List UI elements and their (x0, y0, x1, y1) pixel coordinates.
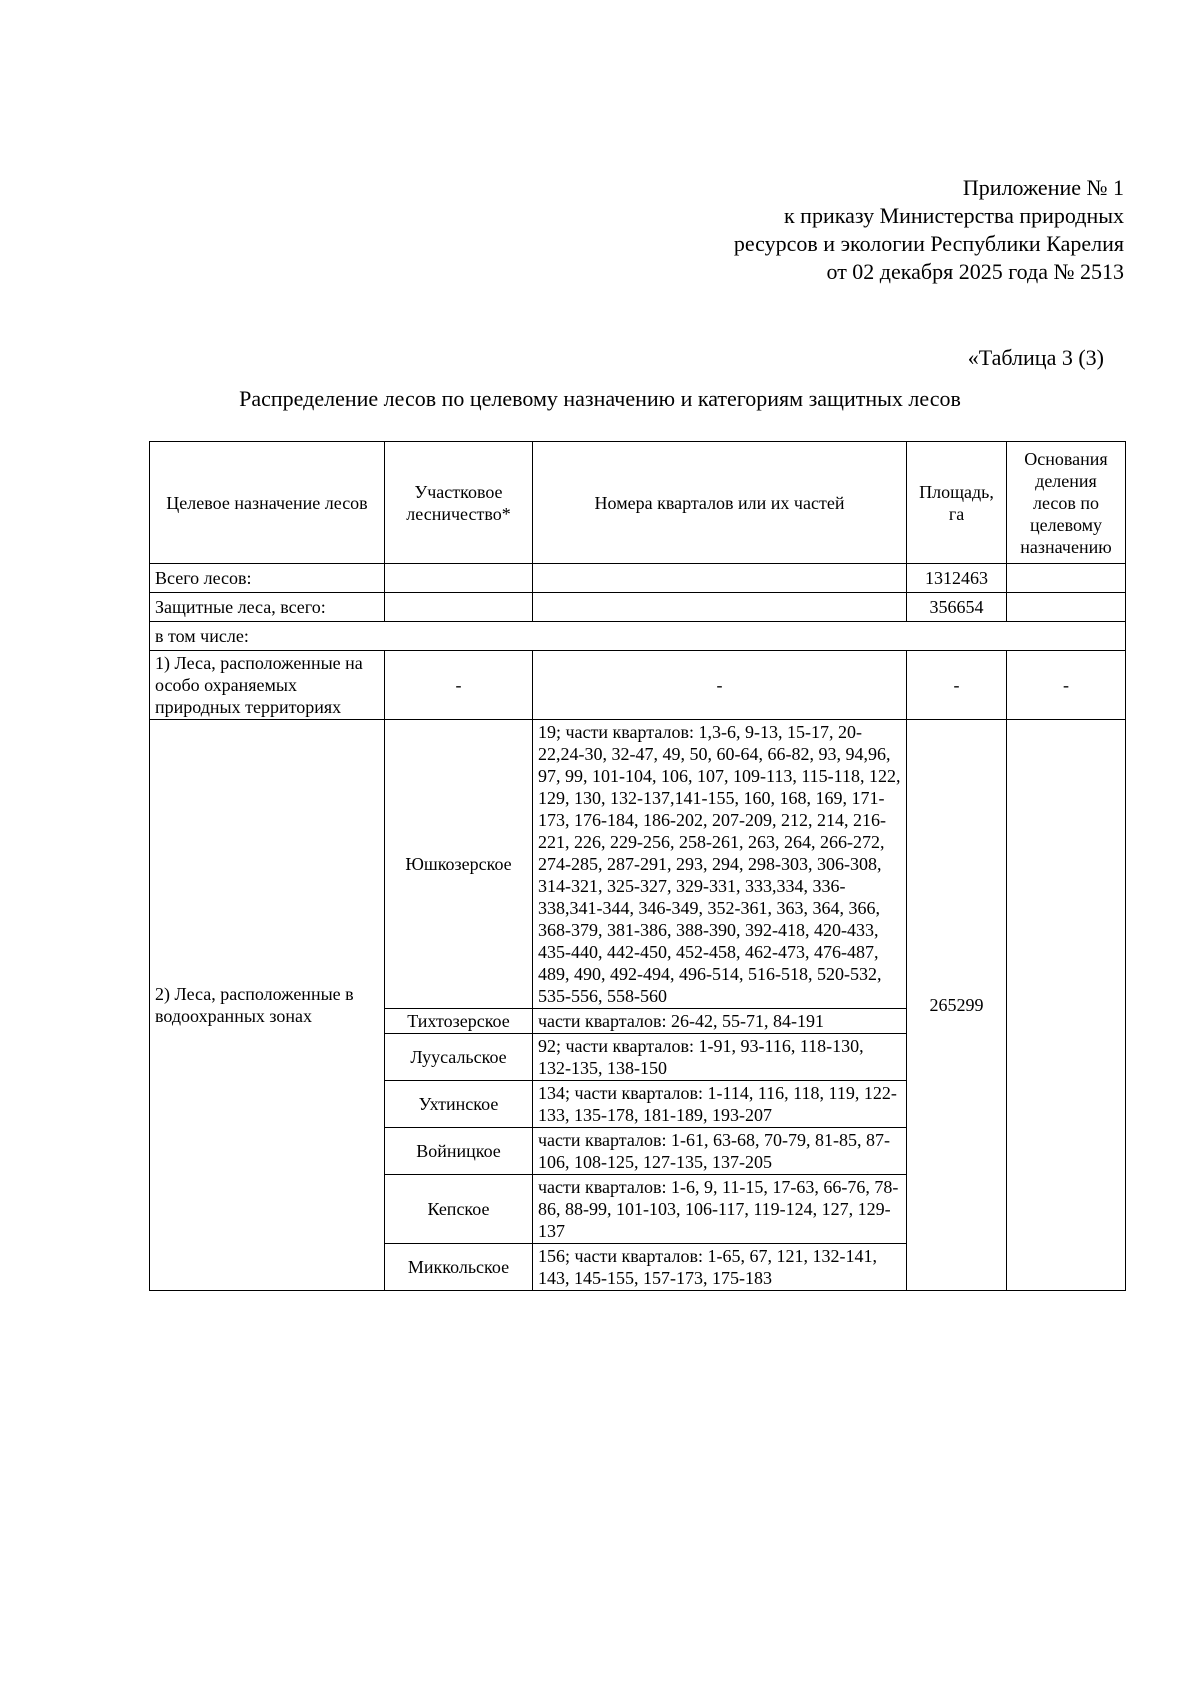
appendix-line: Приложение № 1 (962, 175, 1124, 200)
total-label: Всего лесов: (150, 564, 385, 593)
empty-cell (385, 593, 533, 622)
header-purpose: Целевое назначение лесов (150, 442, 385, 564)
protective-label: Защитные леса, всего: (150, 593, 385, 622)
appendix-line: от 02 декабря 2025 года № 2513 (826, 259, 1124, 284)
total-area: 1312463 (907, 564, 1007, 593)
header-basis: Основания деления лесов по целевому назначению (1007, 442, 1126, 564)
including-label: в том числе: (150, 622, 1126, 651)
quarters-list: 92; части кварталов: 1-91, 93-116, 118-130, 132-135, 138-150 (533, 1034, 907, 1081)
forestry-name: Юшкозерское (385, 720, 533, 1009)
forest-distribution-table (149, 441, 1126, 1291)
forestry-name: Кепское (385, 1175, 533, 1244)
table-row-protective (150, 593, 1126, 622)
table-row-protected-areas (150, 651, 1126, 720)
water-zones-label: 2) Леса, расположенные в водоохранных зонах (150, 720, 385, 1291)
forestry-name: Луусальское (385, 1034, 533, 1081)
protected-areas-label: 1) Леса, расположенные на особо охраняемых природных территориях (150, 651, 385, 720)
header-quarters: Номера кварталов или их частей (533, 442, 907, 564)
appendix-line: ресурсов и экологии Республики Карелия (733, 231, 1124, 256)
table-row-water-zone (150, 720, 1126, 1009)
forestry-name: Ухтинское (385, 1081, 533, 1128)
quarters-list: 19; части кварталов: 1,3-6, 9-13, 15-17, 20-22,24-30, 32-47, 49, 50, 60-64, 66-82, 93, 94,96, 97, 99, 101-104, 106, 107, 109-113, 115-118, 122, 129, 130, 132-137,141-155, 160, 168, 169, 171-173, 176-184, 186-202, 207-209, 212, 214, 216-221, 226, 229-256, 258-261, 263, 264, 266-272, 274-285, 287-291, 293, 294, 298-303, 306-308, 314-321, 325-327, 329-331, 333,334, 336-338,341-344, 346-349, 352-361, 363, 364, 366, 368-379, 381-386, 388-390, 392-418, 420-433, 435-440, 442-450, 452-458, 462-473, 476-487, 489, 490, 492-494, 496-514, 516-518, 520-532, 535-556, 558-560 (533, 720, 907, 1009)
appendix-block (734, 174, 1124, 286)
header-forestry: Участковое лесничество* (385, 442, 533, 564)
protective-area: 356654 (907, 593, 1007, 622)
empty-cell (1007, 593, 1126, 622)
forestry-name: Миккольское (385, 1244, 533, 1291)
quarters-list: части кварталов: 1-6, 9, 11-15, 17-63, 66-76, 78-86, 88-99, 101-103, 106-117, 119-124, 127, 129-137 (533, 1175, 907, 1244)
table-header-row (150, 442, 1126, 564)
empty-cell (533, 593, 907, 622)
empty-cell (1007, 564, 1126, 593)
table-label: «Таблица 3 (3) (967, 345, 1104, 370)
empty-cell (533, 564, 907, 593)
water-zones-area: 265299 (907, 720, 1007, 1291)
quarters-list: 156; части кварталов: 1-65, 67, 121, 132-141, 143, 145-155, 157-173, 175-183 (533, 1244, 907, 1291)
quarters-list: части кварталов: 26-42, 55-71, 84-191 (533, 1009, 907, 1034)
empty-cell (385, 564, 533, 593)
forestry-name: Тихтозерское (385, 1009, 533, 1034)
page-title: Распределение лесов по целевому назначению и категориям защитных лесов (239, 386, 961, 411)
header-area: Площадь, га (907, 442, 1007, 564)
forestry-name: Войницкое (385, 1128, 533, 1175)
protected-areas-basis: - (1007, 651, 1126, 720)
quarters-list: части кварталов: 1-61, 63-68, 70-79, 81-85, 87-106, 108-125, 127-135, 137-205 (533, 1128, 907, 1175)
table-row-including (150, 622, 1126, 651)
protected-areas-area: - (907, 651, 1007, 720)
protected-areas-forestry: - (385, 651, 533, 720)
water-zones-basis (1007, 720, 1126, 1291)
protected-areas-quarters: - (533, 651, 907, 720)
table-row-total (150, 564, 1126, 593)
quarters-list: 134; части кварталов: 1-114, 116, 118, 119, 122-133, 135-178, 181-189, 193-207 (533, 1081, 907, 1128)
appendix-line: к приказу Министерства природных (783, 203, 1124, 228)
